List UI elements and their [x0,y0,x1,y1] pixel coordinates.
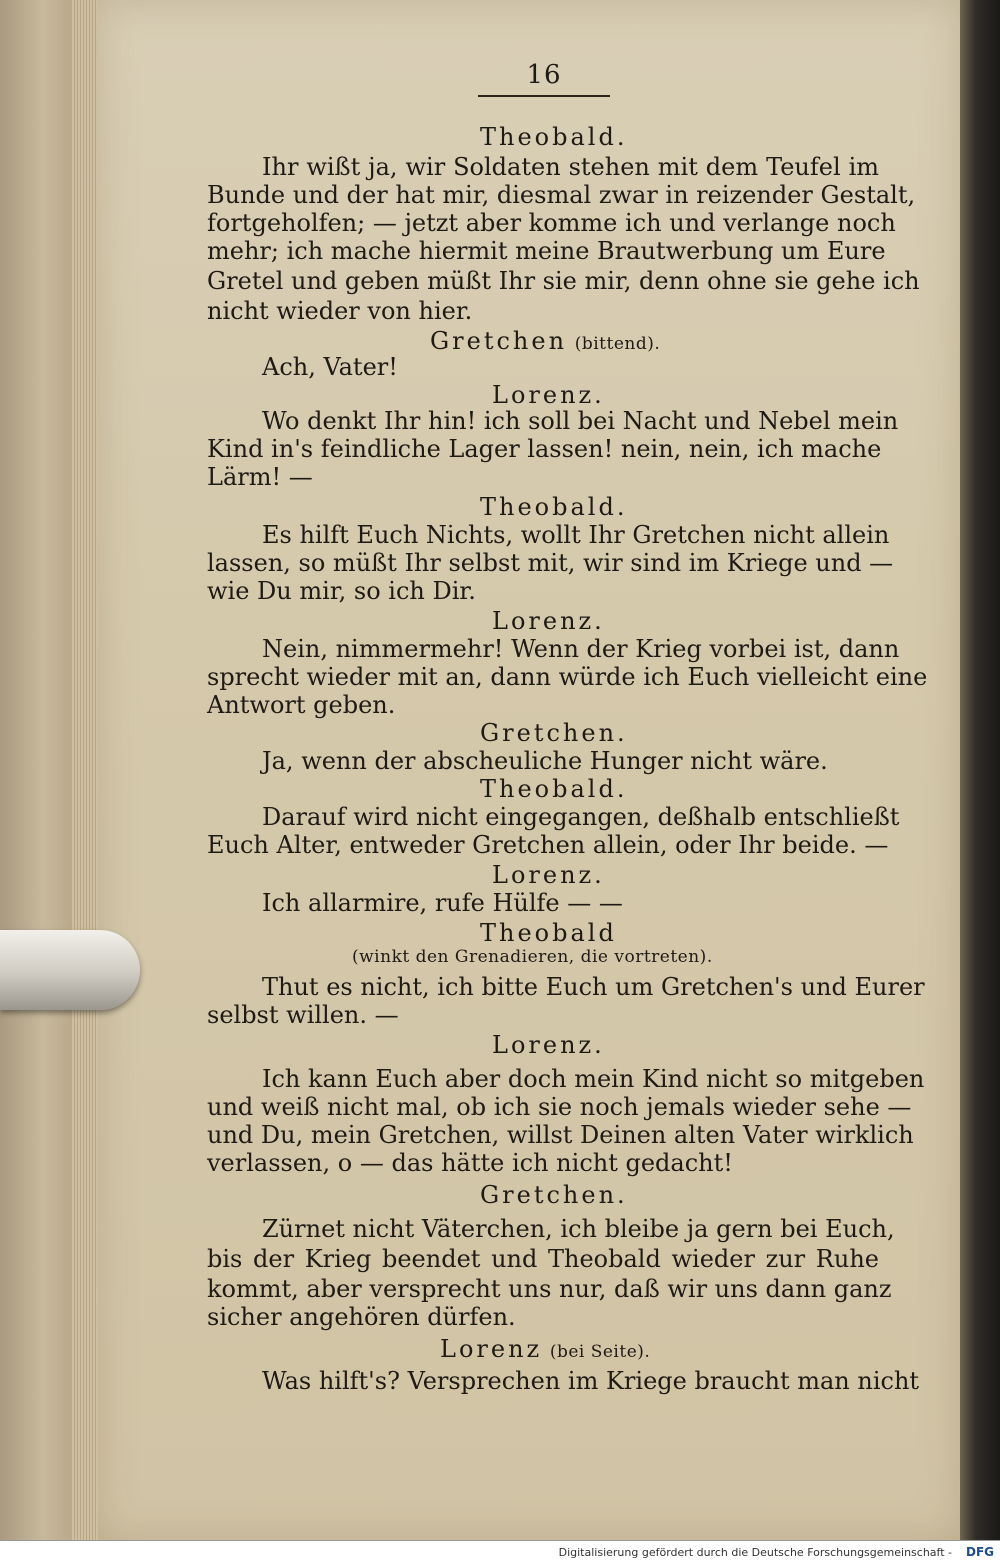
dfg-logo: DFG [965,1545,994,1559]
speaker-name: Gretchen. [480,719,628,747]
speaker-name: Lorenz [440,1335,543,1363]
speaker-line [440,1334,650,1367]
speaker-name: Theobald [480,919,617,947]
text-line: sicher angehören dürfen. [207,1303,516,1331]
text-line: Ihr wißt ja, wir Soldaten stehen mit dem Teufel im [262,153,879,181]
text-line: Antwort geben. [207,691,396,719]
page-number: 16 [526,60,562,90]
text-line: Nein, nimmermehr! Wenn der Krieg vorbei ist, dann [262,635,900,663]
speaker-line [430,326,660,359]
text-line: nicht wieder von hier. [207,297,473,325]
footer-funding-text: Digitalisierung gefördert durch die Deutsche Forschungsgemeinschaft - [558,1546,952,1559]
text-line: kommt, aber versprecht uns nur, daß wir uns dann ganz [207,1275,892,1303]
text-line: selbst willen. — [207,1001,399,1029]
speaker-name: Lorenz. [492,861,605,889]
text-line: Zürnet nicht Väterchen, ich bleibe ja gern bei Euch, [262,1215,895,1243]
text-line: lassen, so müßt Ihr selbst mit, wir sind im Kriege und — [207,549,894,577]
page-number-rule [478,95,610,97]
text-line: Ich allarmire, rufe Hülfe — — [262,889,623,917]
text-line: fortgeholfen; — jetzt aber komme ich und verlange noch [207,209,896,237]
text-line: verlassen, o — das hätte ich nicht gedacht! [207,1149,733,1177]
text-line: Euch Alter, entweder Gretchen allein, oder Ihr beide. — [207,831,889,859]
text-line: Darauf wird nicht eingegangen, deßhalb entschließt [262,803,900,831]
stage-direction: (bittend). [574,334,661,354]
footer-bar [0,1540,1000,1565]
speaker-name: Lorenz. [492,381,605,409]
speaker-name: Gretchen. [480,1181,628,1209]
text-line: Lärm! — [207,463,313,491]
text-line: Wo denkt Ihr hin! ich soll bei Nacht und Nebel mein [262,407,899,435]
text-line: Es hilft Euch Nichts, wollt Ihr Gretchen nicht allein [262,521,890,549]
text-line: sprecht wieder mit an, dann würde ich Euch vielleicht eine [207,663,928,691]
text-line: mehr; ich mache hiermit meine Brautwerbung um Eure [207,237,886,265]
text-line: wie Du mir, so ich Dir. [207,577,476,605]
speaker-name: Lorenz. [492,1031,605,1059]
speaker-name: Theobald. [480,775,628,803]
text-line: Gretel und geben müßt Ihr sie mir, denn ohne sie gehe ich [207,267,920,295]
speaker-name: Lorenz. [492,607,605,635]
text-line: und Du, mein Gretchen, willst Deinen alten Vater wirklich [207,1121,914,1149]
speaker-name: Gretchen [430,327,568,355]
text-line: Ich kann Euch aber doch mein Kind nicht so mitgeben [262,1065,925,1093]
text-line: Ach, Vater! [262,353,398,381]
text-line: Was hilft's? Versprechen im Kriege braucht man nicht [262,1367,920,1395]
text-line: Thut es nicht, ich bitte Euch um Gretchen's und Eurer [262,973,925,1001]
text-line: bis der Krieg beendet und Theobald wieder zur Ruhe [207,1245,879,1273]
text-line: und weiß nicht mal, ob ich sie noch jemals wieder sehe — [207,1093,912,1121]
text-line: Bunde und der hat mir, diesmal zwar in reizender Gestalt, [207,181,916,209]
stage-direction: (bei Seite). [549,1342,651,1362]
speaker-name: Theobald. [480,493,628,521]
stage-direction: (winkt den Grenadieren, die vortreten). [352,947,713,967]
text-line: Ja, wenn der abscheuliche Hunger nicht wäre. [262,747,828,775]
speaker-name: Theobald. [480,123,628,151]
text-line: Kind in's feindliche Lager lassen! nein, nein, ich mache [207,435,882,463]
